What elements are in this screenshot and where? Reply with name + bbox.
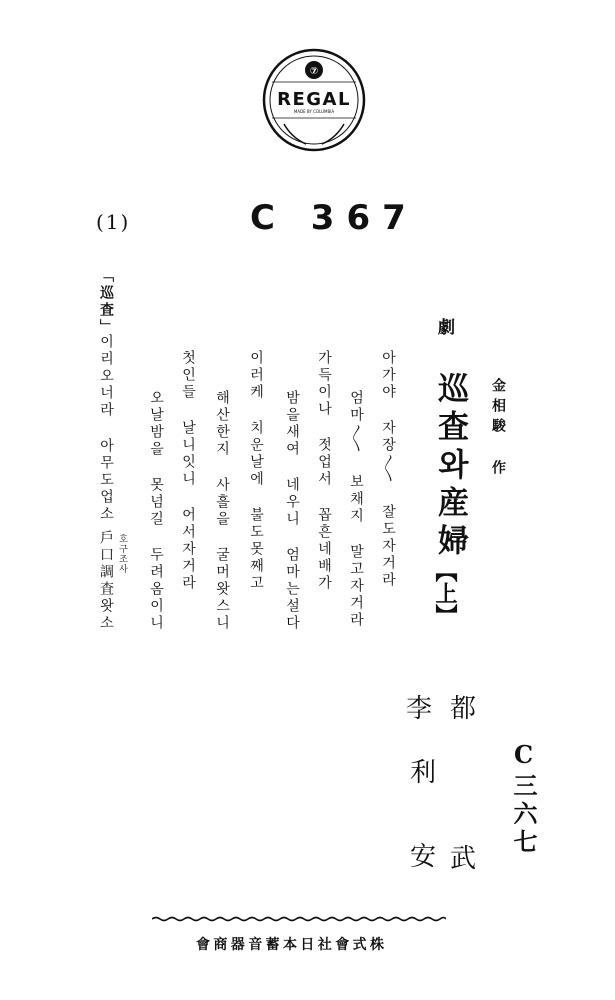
divider-line <box>152 915 446 923</box>
lyric-line-8: 오날밤을 못넘길 두려옴이니 <box>148 390 164 632</box>
logo-fine-print: MADE BY COLUMBIA <box>293 109 335 114</box>
lyric-line-5: 이러케 치운날에 불도못째고 <box>248 350 264 592</box>
ruby-annotation: 호구조사 <box>117 534 127 574</box>
dialogue-hanja: 戶口調査 <box>98 530 114 598</box>
dialogue-line-2 <box>96 530 116 632</box>
company-name: 會商器音蓄本日社會式株 <box>196 937 388 953</box>
side-number: (1) <box>96 210 131 234</box>
record-title: 巡査와産婦 <box>432 372 468 562</box>
lyric-line-6: 해산한지 사흘을 굴머왓스니 <box>214 390 230 632</box>
performer-2-given-2: 安 <box>410 842 437 872</box>
speaker-label: 「巡査」 <box>98 268 114 336</box>
logo-brand: REGAL <box>277 89 351 110</box>
lyric-line-2: 엄마〱 보채지 말고자거라 <box>348 390 364 629</box>
catalog-vertical: C三六七 <box>509 740 538 857</box>
genre-label: 劇 <box>434 318 454 335</box>
performer-2-surname: 李 <box>406 694 433 724</box>
catalog-number: C 367 <box>250 198 418 238</box>
author-credit: 金相駿 作 <box>490 378 506 480</box>
performer-2-given-1: 利 <box>410 758 437 788</box>
lyric-line-1: 아가야 자장〱 잘도자거라 <box>380 350 396 589</box>
performer-1-given: 武 <box>450 844 477 874</box>
dialogue-line-1: 이리오너라 아무도업소 <box>98 334 114 523</box>
record-label-icon <box>262 48 366 152</box>
performer-1-surname: 都 <box>450 694 477 724</box>
dialogue-suffix: 왓소 <box>98 598 114 632</box>
lyric-line-4: 밤을새여 네우니 엄마는설다 <box>284 390 300 632</box>
lyric-line-3: 가득이나 젓업서 꼽흔네배가 <box>316 350 332 592</box>
svg-text:⑦: ⑦ <box>309 66 319 77</box>
part-label: 【上】 <box>432 560 458 626</box>
lyric-line-7: 첫인들 날니잇니 어서자거라 <box>180 350 196 592</box>
regal-logo <box>262 48 366 152</box>
